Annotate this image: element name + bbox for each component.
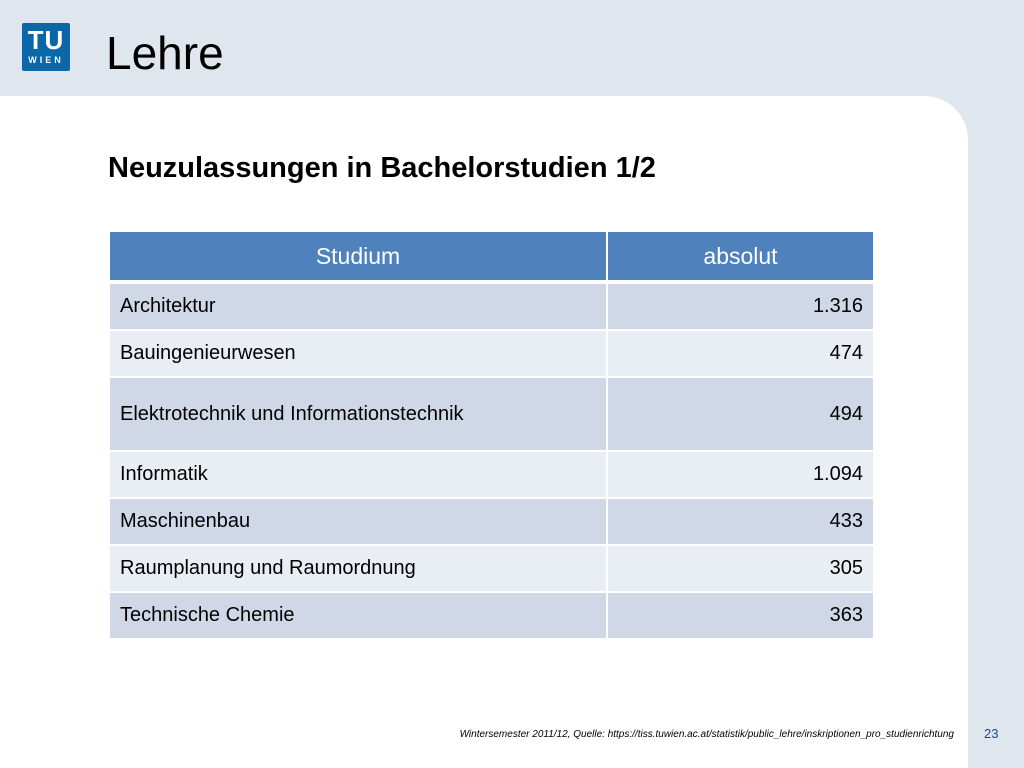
page-number: 23 bbox=[984, 726, 999, 741]
logo-tu-text: TU bbox=[27, 25, 65, 55]
cell-absolut: 1.094 bbox=[607, 451, 874, 498]
logo-wien-text: WIEN bbox=[28, 55, 64, 65]
cell-absolut: 494 bbox=[607, 377, 874, 451]
cell-absolut: 305 bbox=[607, 545, 874, 592]
table-row bbox=[109, 498, 874, 545]
cell-absolut: 1.316 bbox=[607, 282, 874, 330]
table-row bbox=[109, 592, 874, 639]
cell-studium: Bauingenieurwesen bbox=[109, 330, 607, 377]
table-header-row bbox=[109, 231, 874, 282]
column-header-absolut: absolut bbox=[607, 231, 874, 282]
table-row bbox=[109, 330, 874, 377]
admissions-table bbox=[108, 230, 875, 640]
cell-studium: Architektur bbox=[109, 282, 607, 330]
source-footnote: Wintersemester 2011/12, Quelle: https://tiss.tuwien.ac.at/statistik/public_lehre/inskriptionen_pro_studienrichtung bbox=[459, 729, 954, 740]
header-title: Lehre bbox=[106, 27, 224, 79]
table-row bbox=[109, 451, 874, 498]
cell-studium: Elektrotechnik und Informationstechnik bbox=[109, 377, 607, 451]
cell-studium: Informatik bbox=[109, 451, 607, 498]
cell-studium: Raumplanung und Raumordnung bbox=[109, 545, 607, 592]
cell-absolut: 363 bbox=[607, 592, 874, 639]
cell-studium: Maschinenbau bbox=[109, 498, 607, 545]
cell-absolut: 433 bbox=[607, 498, 874, 545]
tu-wien-logo bbox=[22, 23, 70, 71]
table-row bbox=[109, 377, 874, 451]
cell-absolut: 474 bbox=[607, 330, 874, 377]
table-row bbox=[109, 545, 874, 592]
table-row bbox=[109, 282, 874, 330]
slide-heading: Neuzulassungen in Bachelorstudien 1/2 bbox=[108, 152, 656, 184]
cell-studium: Technische Chemie bbox=[109, 592, 607, 639]
column-header-studium: Studium bbox=[109, 231, 607, 282]
